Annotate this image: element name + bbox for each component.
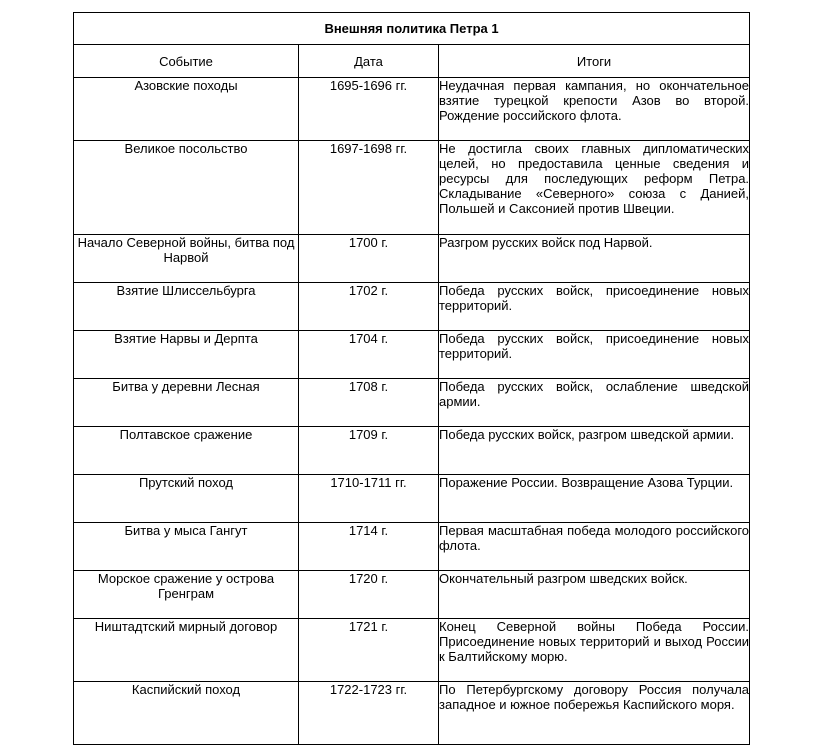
table-row (74, 141, 750, 235)
result-cell: Победа русских войск, ослабление шведской армии. (439, 379, 750, 427)
column-header-date: Дата (299, 45, 439, 78)
event-cell: Взятие Нарвы и Дерпта (74, 331, 299, 379)
table-row (74, 682, 750, 745)
result-cell: Первая масштабная победа молодого российского флота. (439, 523, 750, 571)
date-cell: 1700 г. (299, 235, 439, 283)
event-cell: Прутский поход (74, 475, 299, 523)
date-cell: 1714 г. (299, 523, 439, 571)
result-cell: Разгром русских войск под Нарвой. (439, 235, 750, 283)
result-cell: Конец Северной войны Победа России. Присоединение новых территорий и выход России к Балтийскому морю. (439, 619, 750, 682)
date-cell: 1702 г. (299, 283, 439, 331)
result-cell: Победа русских войск, разгром шведской армии. (439, 427, 750, 475)
event-cell: Взятие Шлиссельбурга (74, 283, 299, 331)
event-cell: Битва у деревни Лесная (74, 379, 299, 427)
date-cell: 1720 г. (299, 571, 439, 619)
result-cell: Победа русских войск, присоединение новых территорий. (439, 283, 750, 331)
date-cell: 1721 г. (299, 619, 439, 682)
column-header-result: Итоги (439, 45, 750, 78)
date-cell: 1697-1698 гг. (299, 141, 439, 235)
event-cell: Азовские походы (74, 78, 299, 141)
table-header-row (74, 45, 750, 78)
table-row (74, 283, 750, 331)
event-cell: Великое посольство (74, 141, 299, 235)
table-row (74, 331, 750, 379)
table-row (74, 523, 750, 571)
date-cell: 1709 г. (299, 427, 439, 475)
result-cell: Окончательный разгром шведских войск. (439, 571, 750, 619)
date-cell: 1708 г. (299, 379, 439, 427)
table-row (74, 379, 750, 427)
table-row (74, 619, 750, 682)
date-cell: 1722-1723 гг. (299, 682, 439, 745)
result-cell: По Петербургскому договору Россия получала западное и южное побережья Каспийского моря. (439, 682, 750, 745)
table-row (74, 571, 750, 619)
result-cell: Поражение России. Возвращение Азова Турции. (439, 475, 750, 523)
event-cell: Морское сражение у острова Гренграм (74, 571, 299, 619)
date-cell: 1710-1711 гг. (299, 475, 439, 523)
table-row (74, 235, 750, 283)
event-cell: Битва у мыса Гангут (74, 523, 299, 571)
column-header-event: Событие (74, 45, 299, 78)
event-cell: Каспийский поход (74, 682, 299, 745)
date-cell: 1704 г. (299, 331, 439, 379)
table-row (74, 427, 750, 475)
table-row (74, 475, 750, 523)
date-cell: 1695-1696 гг. (299, 78, 439, 141)
event-cell: Ништадтский мирный договор (74, 619, 299, 682)
result-cell: Неудачная первая кампания, но окончательное взятие турецкой крепости Азов во второй. Рождение российского флота. (439, 78, 750, 141)
event-cell: Полтавское сражение (74, 427, 299, 475)
table-row (74, 78, 750, 141)
result-cell: Не достигла своих главных дипломатических целей, но предоставила ценные сведения и ресурсы для последующих реформ Петра. Складывание «Северного» союза с Данией, Польшей и Саксонией против Швеции. (439, 141, 750, 235)
result-cell: Победа русских войск, присоединение новых территорий. (439, 331, 750, 379)
foreign-policy-table (73, 12, 750, 745)
table-title-row (74, 13, 750, 45)
table-title: Внешняя политика Петра 1 (74, 13, 750, 45)
event-cell: Начало Северной войны, битва под Нарвой (74, 235, 299, 283)
